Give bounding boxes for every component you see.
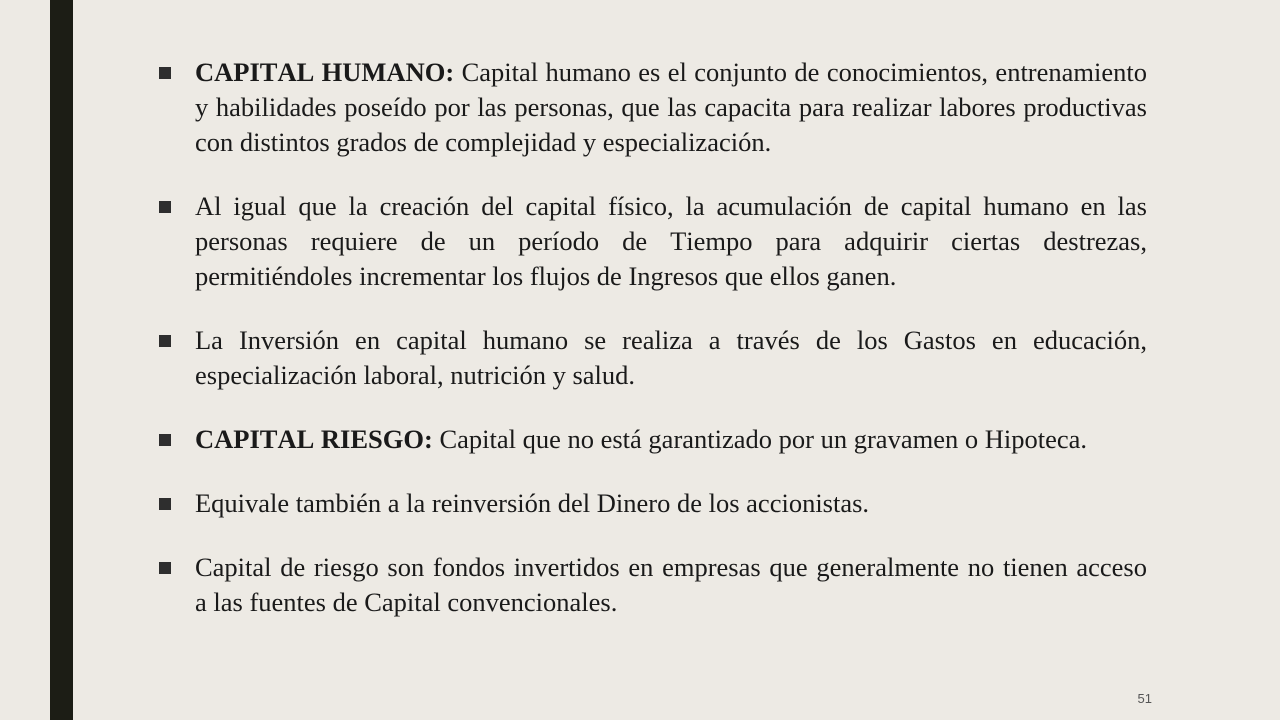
text-line: personas requiere de un período de Tiempo para adquirir ciertas destrezas,: [195, 226, 1147, 256]
square-bullet-icon: [159, 201, 171, 213]
square-bullet-icon: [159, 562, 171, 574]
text-line: permitiéndoles incrementar los flujos de Ingresos que ellos ganen.: [195, 261, 897, 291]
paragraph-text: [195, 55, 1147, 160]
bullet-paragraph: [158, 323, 1147, 393]
line-text: Capital humano es el conjunto de conocimientos, entrenamiento: [461, 57, 1148, 87]
square-bullet-icon: [159, 67, 171, 79]
bullet-paragraph-capital-humano: [158, 55, 1147, 160]
text-line: y habilidades poseído por las personas, que las capacita para realizar labores productivas: [195, 92, 1147, 122]
line-text: Capital que no está garantizado por un gravamen o Hipoteca.: [439, 424, 1087, 454]
square-bullet-icon: [159, 335, 171, 347]
left-accent-bar: [50, 0, 73, 720]
bold-term: CAPITAL RIESGO:: [195, 424, 433, 454]
text-line: Al igual que la creación del capital físico, la acumulación de capital humano en las: [195, 191, 1147, 221]
text-line: especialización laboral, nutrición y salud.: [195, 360, 636, 390]
paragraph-text: [195, 422, 1147, 457]
slide-body: [158, 55, 1147, 620]
paragraph-text: [195, 189, 1147, 294]
text-line: [195, 422, 1147, 457]
paragraph-text: [195, 486, 1147, 521]
bullet-paragraph-capital-riesgo: [158, 422, 1147, 457]
bullet-paragraph: [158, 550, 1147, 620]
text-line: a las fuentes de Capital convencionales.: [195, 587, 618, 617]
square-bullet-icon: [159, 498, 171, 510]
text-line: Equivale también a la reinversión del Dinero de los accionistas.: [195, 488, 870, 518]
text-line: Capital de riesgo son fondos invertidos en empresas que generalmente no tienen acceso: [195, 552, 1147, 582]
text-line: [195, 55, 1147, 90]
text-line: con distintos grados de complejidad y especialización.: [195, 127, 772, 157]
page-number: 51: [1137, 691, 1152, 706]
bullet-paragraph: [158, 189, 1147, 294]
bold-term: CAPITAL HUMANO:: [195, 57, 455, 87]
bullet-paragraph: [158, 486, 1147, 521]
paragraph-text: [195, 550, 1147, 620]
square-bullet-icon: [159, 434, 171, 446]
text-line: La Inversión en capital humano se realiza a través de los Gastos en educación,: [195, 325, 1147, 355]
paragraph-text: [195, 323, 1147, 393]
